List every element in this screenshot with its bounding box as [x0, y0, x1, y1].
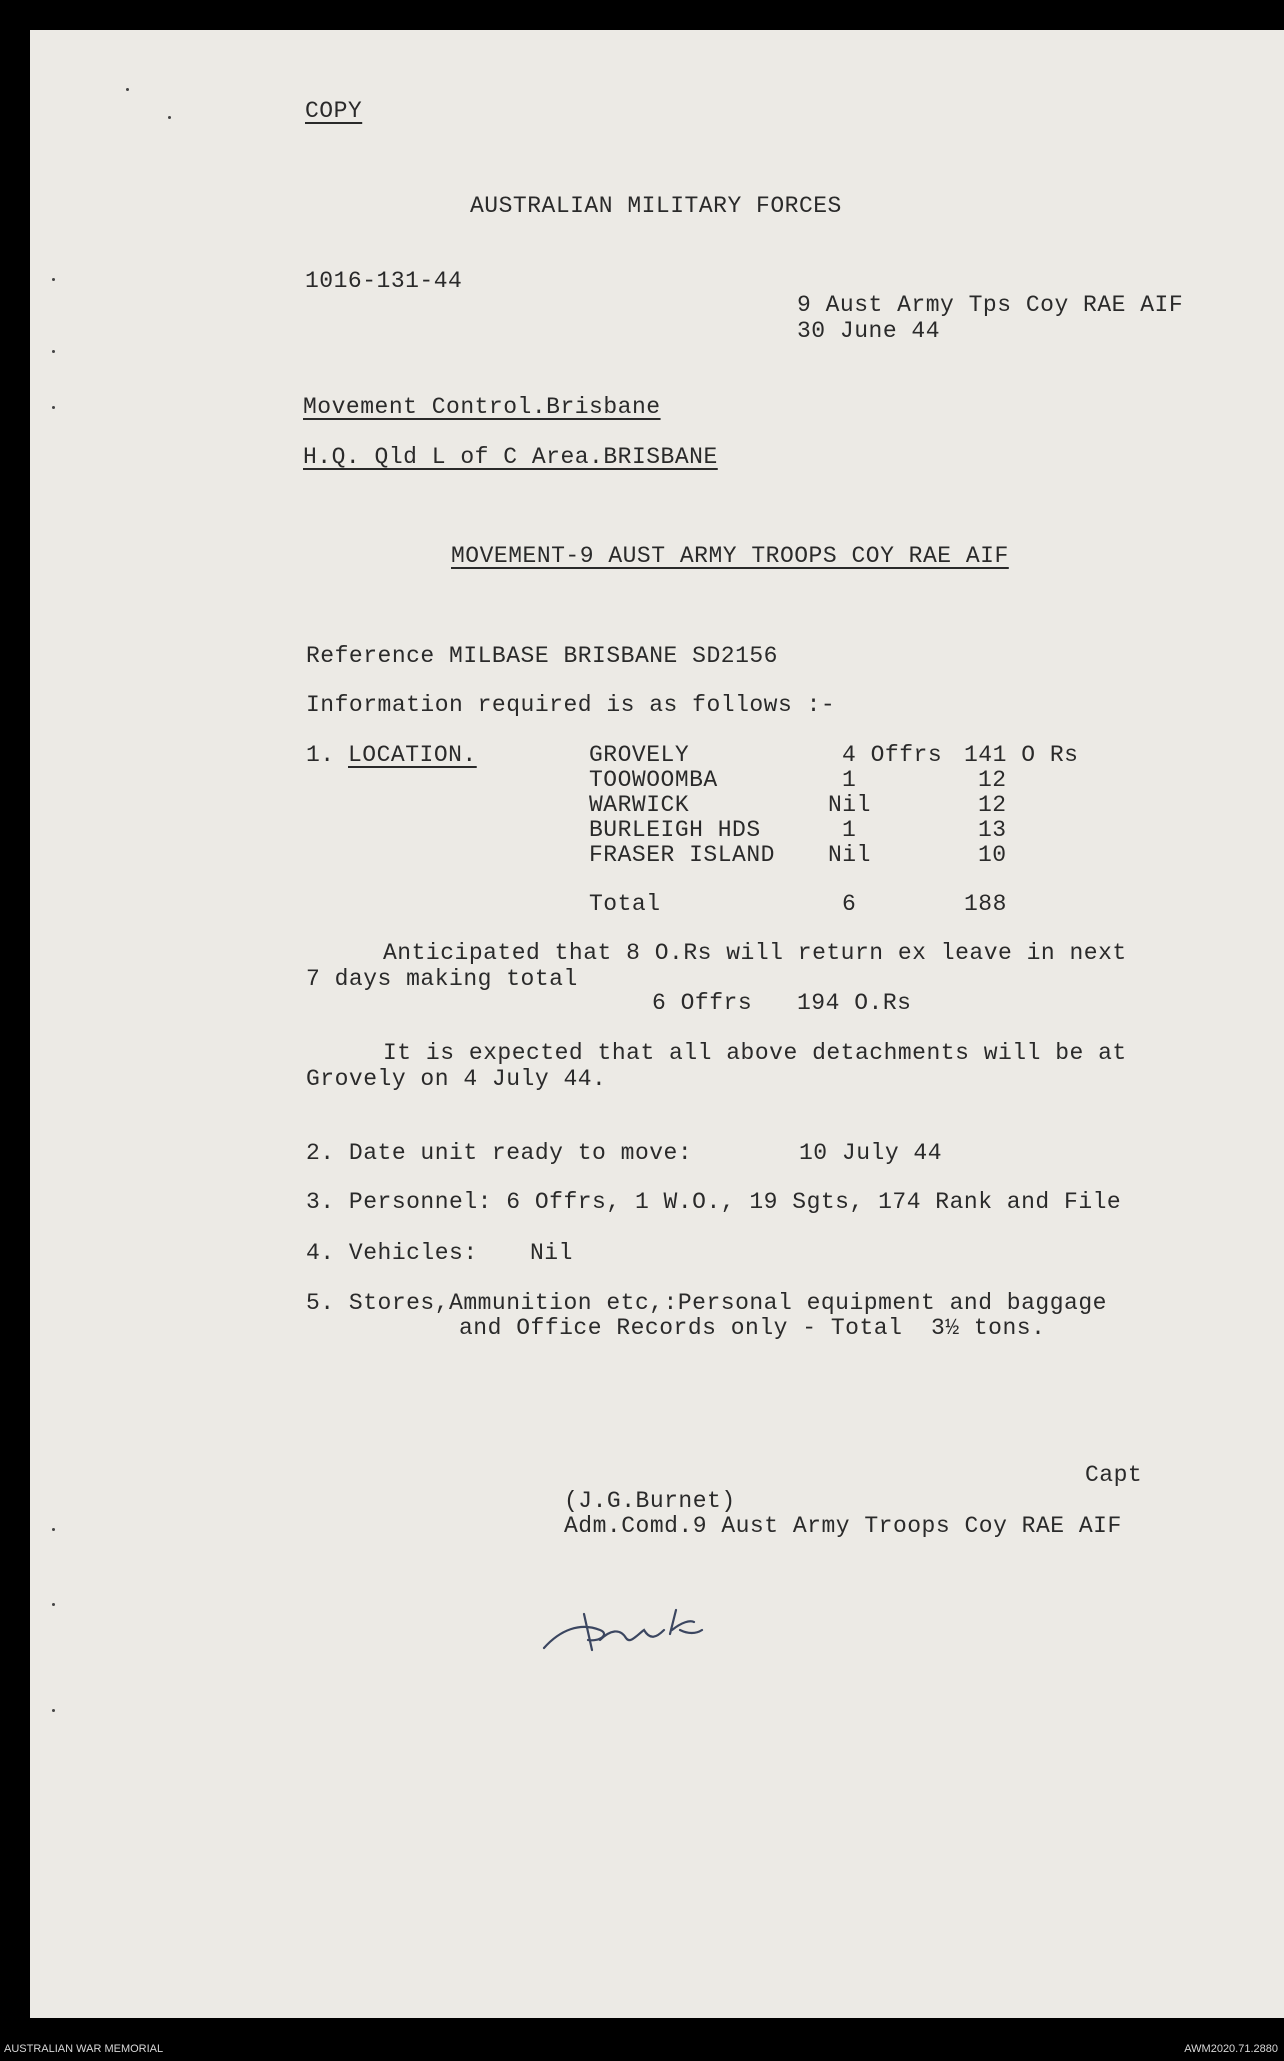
hole-punch-mark	[52, 1528, 55, 1531]
handwritten-initials	[540, 1600, 730, 1660]
table-row-ors: 10	[978, 842, 1007, 868]
total-ors: 188	[964, 891, 1007, 917]
signatory-rank: Capt	[1085, 1462, 1143, 1488]
anticipated-line-1: Anticipated that 8 O.Rs will return ex leave in next	[383, 940, 1127, 966]
table-row-offrs: Nil	[828, 842, 871, 868]
hole-punch-mark	[52, 1709, 55, 1712]
footer-accession-number: AWM2020.71.2880	[1184, 2043, 1278, 2055]
table-row-ors: 12	[978, 767, 1007, 793]
anticipated-line-2: 7 days making total	[306, 966, 578, 992]
reference-number: 1016-131-44	[305, 268, 463, 294]
total-offrs: 6	[842, 891, 857, 917]
table-row-offrs: 1	[842, 817, 857, 843]
hole-punch-mark	[126, 88, 129, 91]
reference-line: Reference MILBASE BRISBANE SD2156	[306, 643, 778, 669]
item-number: 1.	[306, 742, 335, 768]
expected-line-1: It is expected that all above detachments will be at	[383, 1040, 1127, 1066]
date-ready-value: 10 July 44	[799, 1140, 943, 1166]
addressee-2: H.Q. Qld L of C Area.BRISBANE	[303, 444, 718, 470]
hole-punch-mark	[168, 116, 171, 119]
intro-line: Information required is as follows :-	[306, 692, 836, 718]
hole-punch-mark	[52, 278, 55, 281]
organisation-heading: AUSTRALIAN MILITARY FORCES	[470, 193, 842, 219]
anticipated-offrs: 6 Offrs	[652, 990, 753, 1016]
hole-punch-mark	[52, 1603, 55, 1606]
signatory-title: Adm.Comd.9 Aust Army Troops Coy RAE AIF	[564, 1513, 1122, 1539]
table-row-ors: 13	[978, 817, 1007, 843]
table-row-ors: 141 O Rs	[964, 742, 1079, 768]
letter-date: 30 June 44	[797, 318, 941, 344]
footer-source: AUSTRALIAN WAR MEMORIAL	[4, 2043, 164, 2055]
copy-label: COPY	[305, 98, 363, 124]
personnel-line: 3. Personnel: 6 Offrs, 1 W.O., 19 Sgts, 174 Rank and File	[306, 1189, 1122, 1215]
hole-punch-mark	[52, 350, 55, 353]
stores-line-2: and Office Records only - Total 3½ tons.	[459, 1315, 1046, 1341]
location-heading: LOCATION.	[348, 742, 477, 768]
table-row-offrs: 1	[842, 767, 857, 793]
addressee-1: Movement Control.Brisbane	[303, 394, 661, 420]
subject-heading: MOVEMENT-9 AUST ARMY TROOPS COY RAE AIF	[451, 543, 1009, 569]
table-row-place: GROVELY	[589, 742, 690, 768]
total-label: Total	[589, 891, 661, 917]
stores-line-1: 5. Stores,Ammunition etc,:Personal equipment and baggage	[306, 1290, 1107, 1316]
anticipated-ors: 194 O.Rs	[797, 990, 912, 1016]
table-row-ors: 12	[978, 792, 1007, 818]
table-row-offrs: Nil	[828, 792, 871, 818]
date-ready-label: 2. Date unit ready to move:	[306, 1140, 693, 1166]
table-row-place: BURLEIGH HDS	[589, 817, 761, 843]
expected-line-2: Grovely on 4 July 44.	[306, 1066, 607, 1092]
sender-unit: 9 Aust Army Tps Coy RAE AIF	[797, 292, 1184, 318]
vehicles-value: Nil	[530, 1240, 573, 1266]
vehicles-label: 4. Vehicles:	[306, 1240, 478, 1266]
table-row-place: WARWICK	[589, 792, 690, 818]
document-page	[30, 30, 1284, 2018]
table-row-place: FRASER ISLAND	[589, 842, 775, 868]
signatory-name: (J.G.Burnet)	[564, 1488, 736, 1514]
table-row-offrs: 4 Offrs	[842, 742, 943, 768]
hole-punch-mark	[52, 406, 55, 409]
table-row-place: TOOWOOMBA	[589, 767, 718, 793]
